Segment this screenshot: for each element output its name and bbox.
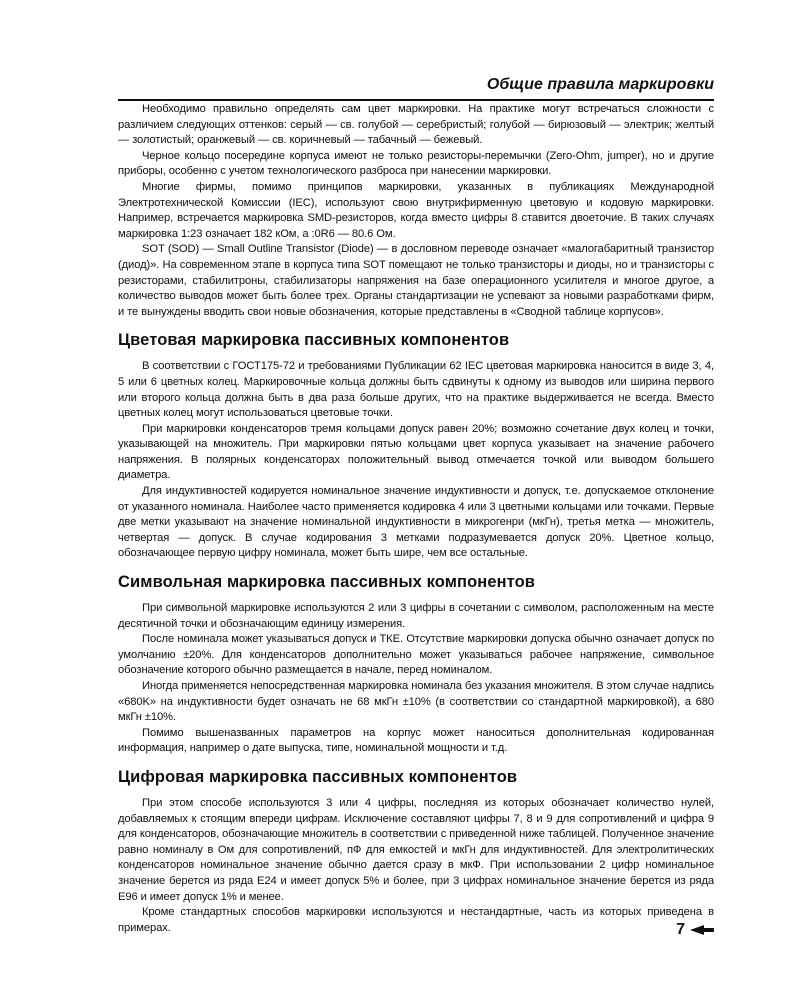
- paragraph: При символьной маркировке используются 2 или 3 цифры в сочетании с символом, расположенным на месте десятичной точки и обозначающим единицу измерения.: [118, 602, 714, 630]
- page-number: 7: [676, 921, 685, 938]
- intro-block: [118, 102, 714, 320]
- section-heading: Цветовая маркировка пассивных компонентов: [118, 331, 510, 350]
- section-heading: Цифровая маркировка пассивных компонентов: [118, 767, 518, 786]
- section-digital-marking: [118, 767, 714, 936]
- paragraph: В соответствии с ГОСТ175-72 и требованиями Публикации 62 IEC цветовая маркировка наносится в виде 3, 4, 5 или 6 цветных колец. Маркировочные кольца должны быть сдвинуты к одному из выводов или ширина первого или второго кольца должна быть в два раза больше других, что на практике выдерживается не всегда. Вместо цветных колец могут использоваться цветовые точки.: [118, 360, 714, 420]
- arrow-left-icon: [690, 924, 714, 936]
- page-body: [118, 102, 714, 936]
- running-header: Общие правила маркировки: [486, 76, 714, 93]
- paragraph: Черное кольцо посередине корпуса имеют не только резисторы-перемычки (Zero-Ohm, jumper), но и другие приборы, особенно с учетом технологического разброса при нанесении маркировки.: [118, 149, 714, 178]
- header-divider: [118, 99, 714, 101]
- section-color-marking: [118, 330, 714, 562]
- paragraph: Многие фирмы, помимо принципов маркировки, указанных в публикациях Международной Электротехнической Комиссии (IEC), используют свою внутрифирменную цветовую и кодовую маркировки. Например, встречается маркировка SMD-резисторов, когда вместо цифры 8 ставится двоеточие. В таких случаях маркировка 1:23 означает 182 кОм, а :0R6 — 80.6 Ом.: [118, 180, 714, 240]
- paragraph: Помимо вышеназванных параметров на корпус может наноситься дополнительная кодированная информация, например о дате выпуска, типе, номинальной мощности и т.д.: [118, 726, 714, 755]
- section-heading: Символьная маркировка пассивных компонентов: [118, 573, 536, 592]
- paragraph: SOT (SOD) — Small Outline Transistor (Diode) — в дословном переводе означает «малогабаритный транзистор (диод)». На современном этапе в корпуса типа SOT помещают не только транзисторы и диоды, но и транзисторы с резисторами, стабилитроны, стабилизаторы напряжения на базе операционного усилителя и многое другое, а количество выводов может быть более трех. Органы стандартизации не успевают за новыми разработками фирм, и те вынуждены вводить свои новые обозначения, которые представлены в «Сводной таблице корпусов».: [118, 243, 714, 318]
- paragraph: После номинала может указываться допуск и ТКЕ. Отсутствие маркировки допуска обычно означает допуск по умолчанию ±20%. Для конденсаторов дополнительно может указываться рабочее напряжение, символьное обозначение которого обычно размещается в начале, перед номиналом.: [118, 633, 714, 677]
- paragraph: При маркировки конденсаторов тремя кольцами допуск равен 20%; возможно сочетание двух колец и точки, указывающей на множитель. При маркировки пятью кольцами цвет корпуса указывает на значение рабочего напряжения. В полярных конденсаторах положительный вывод отмечается точкой или выводом большего диаметра.: [118, 422, 714, 482]
- paragraph: Для индуктивностей кодируется номинальное значение индуктивности и допуск, т.е. допускаемое отклонение от указанного номинала. Наиболее часто применяется кодировка 4 или 3 цветными кольцами или точками. Первые две метки указывают на значение номинальной индуктивности в микрогенри (мкГн), третья метка — множитель, четвертая — допуск. В случае кодирования 3 метками подразумевается допуск 20%. Цветное кольцо, обозначающее первую цифру номинала, может быть шире, чем все остальные.: [118, 485, 714, 560]
- paragraph: Кроме стандартных способов маркировки используются и нестандартные, часть из которых приведена в примерах.: [118, 906, 714, 934]
- paragraph: Необходимо правильно определять сам цвет маркировки. На практике могут встречаться сложности с различием следующих оттенков: серый — св. голубой — серебристый; голубой — бирюзовый — электрик; желтый — золотистый; оранжевый — св. коричневый — табачный — бежевый.: [118, 103, 714, 147]
- page-footer: [676, 921, 714, 939]
- paragraph: При этом способе используются 3 или 4 цифры, последняя из которых обозначает количество нулей, добавляемых к стоящим впереди цифрам. Исключение составляют цифры 7, 8 и 9 для сопротивлений и цифра 9 для конденсаторов, обозначающие множитель в соответствии с приведенной ниже таблицей. Полученное значение равно номиналу в Ом для сопротивлений, пФ для емкостей и мкГн для индуктивностей. Для электролитических конденсаторов номинальное значение обычно дается сразу в мкФ. При использовании 2 цифр номинальное значение берется из ряда E24 и имеет допуск 5% и более, при 3 цифрах номинальное значение берется из ряда E96 и имеет допуск 1% и менее.: [118, 796, 714, 903]
- paragraph: Иногда применяется непосредственная маркировка номинала без указания множителя. В этом случае надпись «680K» на индуктивности будет означать не 68 мкГн ±10% (в соответствии со стандартной маркировкой), а 680 мкГн ±10%.: [118, 680, 714, 724]
- section-symbol-marking: [118, 572, 714, 757]
